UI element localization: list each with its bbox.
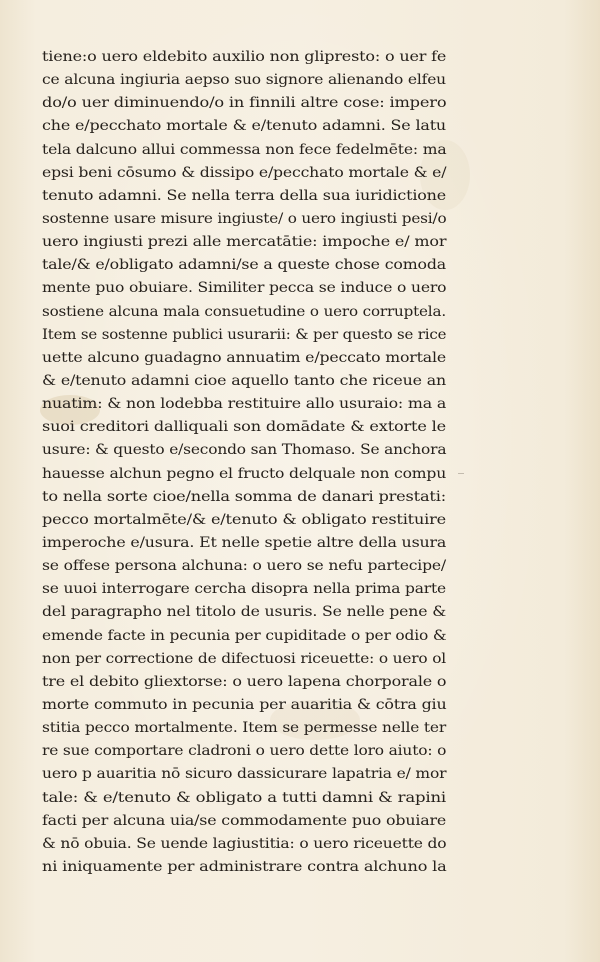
text-line: emende facte in pecunia per cupiditade o per odio &	[42, 627, 447, 644]
text-line: non per correctione de difectuosi riceuette: o uero ol	[42, 650, 447, 667]
text-line: sostenne usare misure ingiuste/ o uero ingiusti pesi/o	[42, 210, 447, 227]
text-line: ce alcuna ingiuria aepso suo signore alienando elfeu	[42, 72, 446, 89]
text-line: & nō obuia. Se uende lagiustitia: o uero riceuette do	[42, 835, 447, 852]
text-line: epsi beni cōsumo & dissipo e/pecchato mortale & e/	[42, 164, 447, 181]
text-line: che e/pecchato mortale & e/tenuto adamni. Se latu	[42, 118, 446, 135]
text-line: ni iniquamente per administrare contra alchuno la	[42, 858, 447, 875]
text-line: to nella sorte cioe/nella somma de danari prestati:	[42, 488, 446, 505]
text-line: tale/& e/obligato adamni/se a queste chose comoda	[42, 257, 446, 274]
page-text-block	[42, 46, 462, 879]
text-line: tiene:o uero eldebito auxilio non glipresto: o uer fe	[42, 49, 447, 65]
text-line: facti per alcuna uia/se commodamente puo obuiare	[42, 812, 447, 829]
text-line: tre el debito gliextorse: o uero lapena chorporale o	[42, 673, 447, 690]
text-line: do/o uer diminuendo/o in finnili altre cose: impero	[42, 95, 447, 112]
text-line: mente puo obuiare. Similiter pecca se induce o uero	[42, 280, 447, 297]
text-line: uero p auaritia nō sicuro dassicurare lapatria e/ mor	[42, 766, 447, 783]
text-line: pecco mortalmēte/& e/tenuto & obligato restituire	[42, 511, 447, 528]
text-line: se offese persona alchuna: o uero se nefu partecipe/	[42, 558, 447, 575]
text-line: morte commuto in pecunia per auaritia & cōtra giu	[42, 696, 447, 713]
text-line: suoi creditori dalliquali son domādate & extorte le	[42, 419, 447, 436]
margin-tick-mark	[458, 473, 464, 474]
text-line: imperoche e/usura. Et nelle spetie altre della usura	[42, 534, 447, 551]
text-line: se uuoi interrogare cercha disopra nella prima parte	[42, 581, 446, 598]
text-line: usure: & questo e/secondo san Thomaso. Se anchora	[42, 442, 447, 459]
text-line: nuatim: & non lodebba restituire allo usuraio: ma a	[42, 396, 447, 413]
text-line: tela dalcuno allui commessa non fece fedelmēte: ma	[42, 141, 447, 158]
text-line: del paragrapho nel titolo de usuris. Se nelle pene &	[42, 604, 447, 621]
text-line: stitia pecco mortalmente. Item se permesse nelle ter	[42, 720, 447, 737]
text-line: hauesse alchun pegno el fructo delquale non compu	[42, 465, 447, 482]
text-line: tenuto adamni. Se nella terra della sua iuridictione	[42, 187, 446, 204]
text-line: Item se sostenne publici usurarii: & per questo se rice	[42, 326, 447, 343]
text-line: sostiene alcuna mala consuetudine o uero corruptela.	[42, 303, 446, 320]
text-line: uero ingiusti prezi alle mercatātie: impoche e/ mor	[42, 234, 447, 251]
text-line: uette alcuno guadagno annuatim e/peccato mortale	[42, 349, 447, 366]
text-line: tale: & e/tenuto & obligato a tutti damni & rapini	[42, 789, 446, 806]
text-line: & e/tenuto adamni cioe aquello tanto che riceue an	[42, 372, 447, 389]
text-line: re sue comportare cladroni o uero dette loro aiuto: o	[42, 743, 447, 760]
